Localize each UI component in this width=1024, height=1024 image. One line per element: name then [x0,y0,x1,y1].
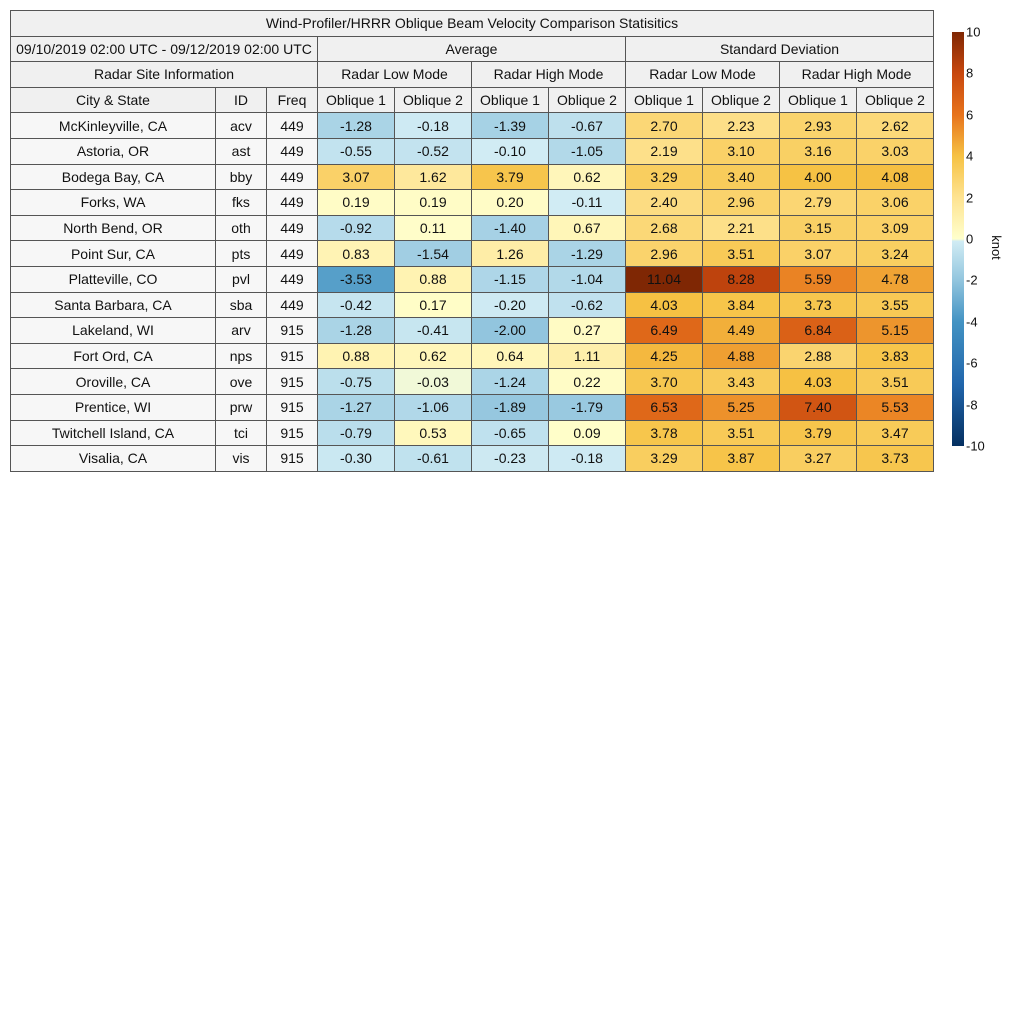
value-cell: -1.28 [318,113,395,139]
table-row [11,292,934,318]
site-id-cell: bby [216,164,267,190]
stats-table [10,10,934,472]
value-cell: 0.62 [549,164,626,190]
site-id-cell: oth [216,215,267,241]
value-cell: -1.27 [318,394,395,420]
value-cell: -0.10 [472,138,549,164]
value-cell: -0.11 [549,190,626,216]
site-city-cell: Astoria, OR [11,138,216,164]
value-cell: 3.84 [703,292,780,318]
site-city-cell: Bodega Bay, CA [11,164,216,190]
value-cell: 0.67 [549,215,626,241]
value-cell: 4.25 [626,343,703,369]
value-cell: 3.83 [857,343,934,369]
value-cell: 2.96 [703,190,780,216]
colorbar-tick-label: 0 [966,231,974,247]
value-cell: 3.03 [857,138,934,164]
column-header: Oblique 2 [703,87,780,113]
value-cell: -1.29 [549,241,626,267]
site-freq-cell: 449 [267,215,318,241]
column-header: Oblique 2 [549,87,626,113]
site-id-cell: sba [216,292,267,318]
value-cell: 0.20 [472,190,549,216]
site-freq-cell: 449 [267,113,318,139]
table-row [11,446,934,472]
value-cell: 2.62 [857,113,934,139]
column-header-row [11,87,934,113]
table-row [11,266,934,292]
table-row [11,164,934,190]
value-cell: -0.03 [395,369,472,395]
value-cell: 3.73 [857,446,934,472]
value-cell: 4.88 [703,343,780,369]
colorbar-tick-label: -10 [966,438,985,454]
table-row [11,318,934,344]
value-cell: 2.93 [780,113,857,139]
radar-site-info-header: Radar Site Information [11,62,318,88]
value-cell: 3.06 [857,190,934,216]
value-cell: -1.24 [472,369,549,395]
site-city-cell: Santa Barbara, CA [11,292,216,318]
table-row [11,241,934,267]
column-header: ID [216,87,267,113]
value-cell: 2.88 [780,343,857,369]
colorbar-tick-label: -4 [966,314,978,330]
value-cell: 4.49 [703,318,780,344]
value-cell: 5.59 [780,266,857,292]
value-cell: 0.64 [472,343,549,369]
value-cell: -1.39 [472,113,549,139]
site-freq-cell: 449 [267,190,318,216]
value-cell: -1.79 [549,394,626,420]
value-cell: -1.15 [472,266,549,292]
value-cell: 5.15 [857,318,934,344]
value-cell: 3.29 [626,164,703,190]
value-cell: 3.79 [780,420,857,446]
value-cell: -0.18 [395,113,472,139]
table-row [11,215,934,241]
value-cell: -1.54 [395,241,472,267]
value-cell: 4.03 [626,292,703,318]
site-city-cell: Oroville, CA [11,369,216,395]
column-header: Oblique 2 [857,87,934,113]
site-id-cell: ove [216,369,267,395]
site-city-cell: Twitchell Island, CA [11,420,216,446]
value-cell: -0.67 [549,113,626,139]
std-dev-header: Standard Deviation [626,36,934,62]
site-freq-cell: 915 [267,369,318,395]
site-id-cell: pvl [216,266,267,292]
value-cell: 0.22 [549,369,626,395]
value-cell: 2.23 [703,113,780,139]
column-header: Oblique 1 [780,87,857,113]
value-cell: 0.53 [395,420,472,446]
site-city-cell: Fort Ord, CA [11,343,216,369]
value-cell: -1.89 [472,394,549,420]
value-cell: -3.53 [318,266,395,292]
column-header: Oblique 1 [318,87,395,113]
column-header: Oblique 1 [626,87,703,113]
value-cell: 3.73 [780,292,857,318]
value-cell: -0.75 [318,369,395,395]
value-cell: 0.17 [395,292,472,318]
date-range: 09/10/2019 02:00 UTC - 09/12/2019 02:00 UTC [11,36,318,62]
value-cell: -0.30 [318,446,395,472]
table-row [11,369,934,395]
value-cell: 3.09 [857,215,934,241]
value-cell: 3.51 [703,241,780,267]
value-cell: 8.28 [703,266,780,292]
value-cell: -0.20 [472,292,549,318]
site-freq-cell: 449 [267,138,318,164]
colorbar-tick-label: -6 [966,355,978,371]
value-cell: 3.55 [857,292,934,318]
colorbar-tick-label: 4 [966,148,974,164]
value-cell: 1.11 [549,343,626,369]
value-cell: 2.19 [626,138,703,164]
value-cell: 3.79 [472,164,549,190]
value-cell: 3.07 [318,164,395,190]
value-cell: -1.28 [318,318,395,344]
value-cell: 2.70 [626,113,703,139]
table-row [11,343,934,369]
value-cell: 5.53 [857,394,934,420]
value-cell: 4.03 [780,369,857,395]
colorbar-tick-label: -8 [966,397,978,413]
value-cell: 2.79 [780,190,857,216]
site-freq-cell: 449 [267,292,318,318]
value-cell: 3.24 [857,241,934,267]
average-header: Average [318,36,626,62]
value-cell: 3.40 [703,164,780,190]
value-cell: -1.06 [395,394,472,420]
value-cell: -0.55 [318,138,395,164]
value-cell: 4.00 [780,164,857,190]
value-cell: 3.87 [703,446,780,472]
value-cell: 3.07 [780,241,857,267]
value-cell: 1.26 [472,241,549,267]
site-freq-cell: 915 [267,343,318,369]
site-freq-cell: 449 [267,164,318,190]
value-cell: 0.19 [318,190,395,216]
value-cell: -0.65 [472,420,549,446]
value-cell: -1.05 [549,138,626,164]
value-cell: -0.41 [395,318,472,344]
column-header: Oblique 2 [395,87,472,113]
colorbar-tick-label: -2 [966,272,978,288]
site-freq-cell: 915 [267,394,318,420]
column-header: Oblique 1 [472,87,549,113]
value-cell: 5.25 [703,394,780,420]
site-id-cell: tci [216,420,267,446]
site-city-cell: Point Sur, CA [11,241,216,267]
site-id-cell: pts [216,241,267,267]
colorbar-unit-label: knot [988,235,1004,260]
std-high-mode-header: Radar High Mode [780,62,934,88]
site-id-cell: nps [216,343,267,369]
value-cell: 3.15 [780,215,857,241]
value-cell: -0.42 [318,292,395,318]
avg-low-mode-header: Radar Low Mode [318,62,472,88]
site-id-cell: ast [216,138,267,164]
value-cell: -0.23 [472,446,549,472]
value-cell: 3.51 [857,369,934,395]
value-cell: 4.78 [857,266,934,292]
colorbar-tick-label: 10 [966,24,981,40]
value-cell: 3.78 [626,420,703,446]
column-header: Freq [267,87,318,113]
table-row [11,420,934,446]
value-cell: 1.62 [395,164,472,190]
site-id-cell: arv [216,318,267,344]
value-cell: 0.88 [318,343,395,369]
site-city-cell: Prentice, WI [11,394,216,420]
value-cell: 3.29 [626,446,703,472]
site-freq-cell: 915 [267,446,318,472]
table-row [11,138,934,164]
colorbar-tick-label: 6 [966,107,974,123]
site-freq-cell: 449 [267,241,318,267]
stats-table-container [10,10,934,472]
table-row [11,113,934,139]
column-header: City & State [11,87,216,113]
site-city-cell: McKinleyville, CA [11,113,216,139]
value-cell: 11.04 [626,266,703,292]
value-cell: 3.16 [780,138,857,164]
value-cell: 2.40 [626,190,703,216]
value-cell: 2.96 [626,241,703,267]
value-cell: 6.84 [780,318,857,344]
value-cell: 0.88 [395,266,472,292]
site-id-cell: acv [216,113,267,139]
value-cell: 7.40 [780,394,857,420]
value-cell: -1.04 [549,266,626,292]
value-cell: 0.62 [395,343,472,369]
value-cell: -0.52 [395,138,472,164]
site-city-cell: North Bend, OR [11,215,216,241]
value-cell: 6.53 [626,394,703,420]
value-cell: 0.19 [395,190,472,216]
value-cell: -0.92 [318,215,395,241]
value-cell: 0.27 [549,318,626,344]
colorbar [952,32,964,446]
site-freq-cell: 449 [267,266,318,292]
value-cell: 3.10 [703,138,780,164]
value-cell: 3.43 [703,369,780,395]
value-cell: -0.61 [395,446,472,472]
value-cell: 3.27 [780,446,857,472]
site-city-cell: Lakeland, WI [11,318,216,344]
std-low-mode-header: Radar Low Mode [626,62,780,88]
value-cell: 3.70 [626,369,703,395]
site-id-cell: vis [216,446,267,472]
site-city-cell: Visalia, CA [11,446,216,472]
colorbar-tick-label: 2 [966,190,974,206]
value-cell: 0.83 [318,241,395,267]
table-title: Wind-Profiler/HRRR Oblique Beam Velocity Comparison Statisitics [11,11,934,37]
value-cell: 6.49 [626,318,703,344]
value-cell: 3.51 [703,420,780,446]
site-city-cell: Platteville, CO [11,266,216,292]
avg-high-mode-header: Radar High Mode [472,62,626,88]
value-cell: 3.47 [857,420,934,446]
site-freq-cell: 915 [267,420,318,446]
site-id-cell: prw [216,394,267,420]
value-cell: -2.00 [472,318,549,344]
site-id-cell: fks [216,190,267,216]
table-row [11,190,934,216]
site-freq-cell: 915 [267,318,318,344]
colorbar-tick-label: 8 [966,65,974,81]
value-cell: -0.18 [549,446,626,472]
value-cell: -0.79 [318,420,395,446]
value-cell: 0.11 [395,215,472,241]
table-row [11,394,934,420]
value-cell: -0.62 [549,292,626,318]
value-cell: 2.68 [626,215,703,241]
value-cell: -1.40 [472,215,549,241]
value-cell: 4.08 [857,164,934,190]
site-city-cell: Forks, WA [11,190,216,216]
value-cell: 2.21 [703,215,780,241]
value-cell: 0.09 [549,420,626,446]
